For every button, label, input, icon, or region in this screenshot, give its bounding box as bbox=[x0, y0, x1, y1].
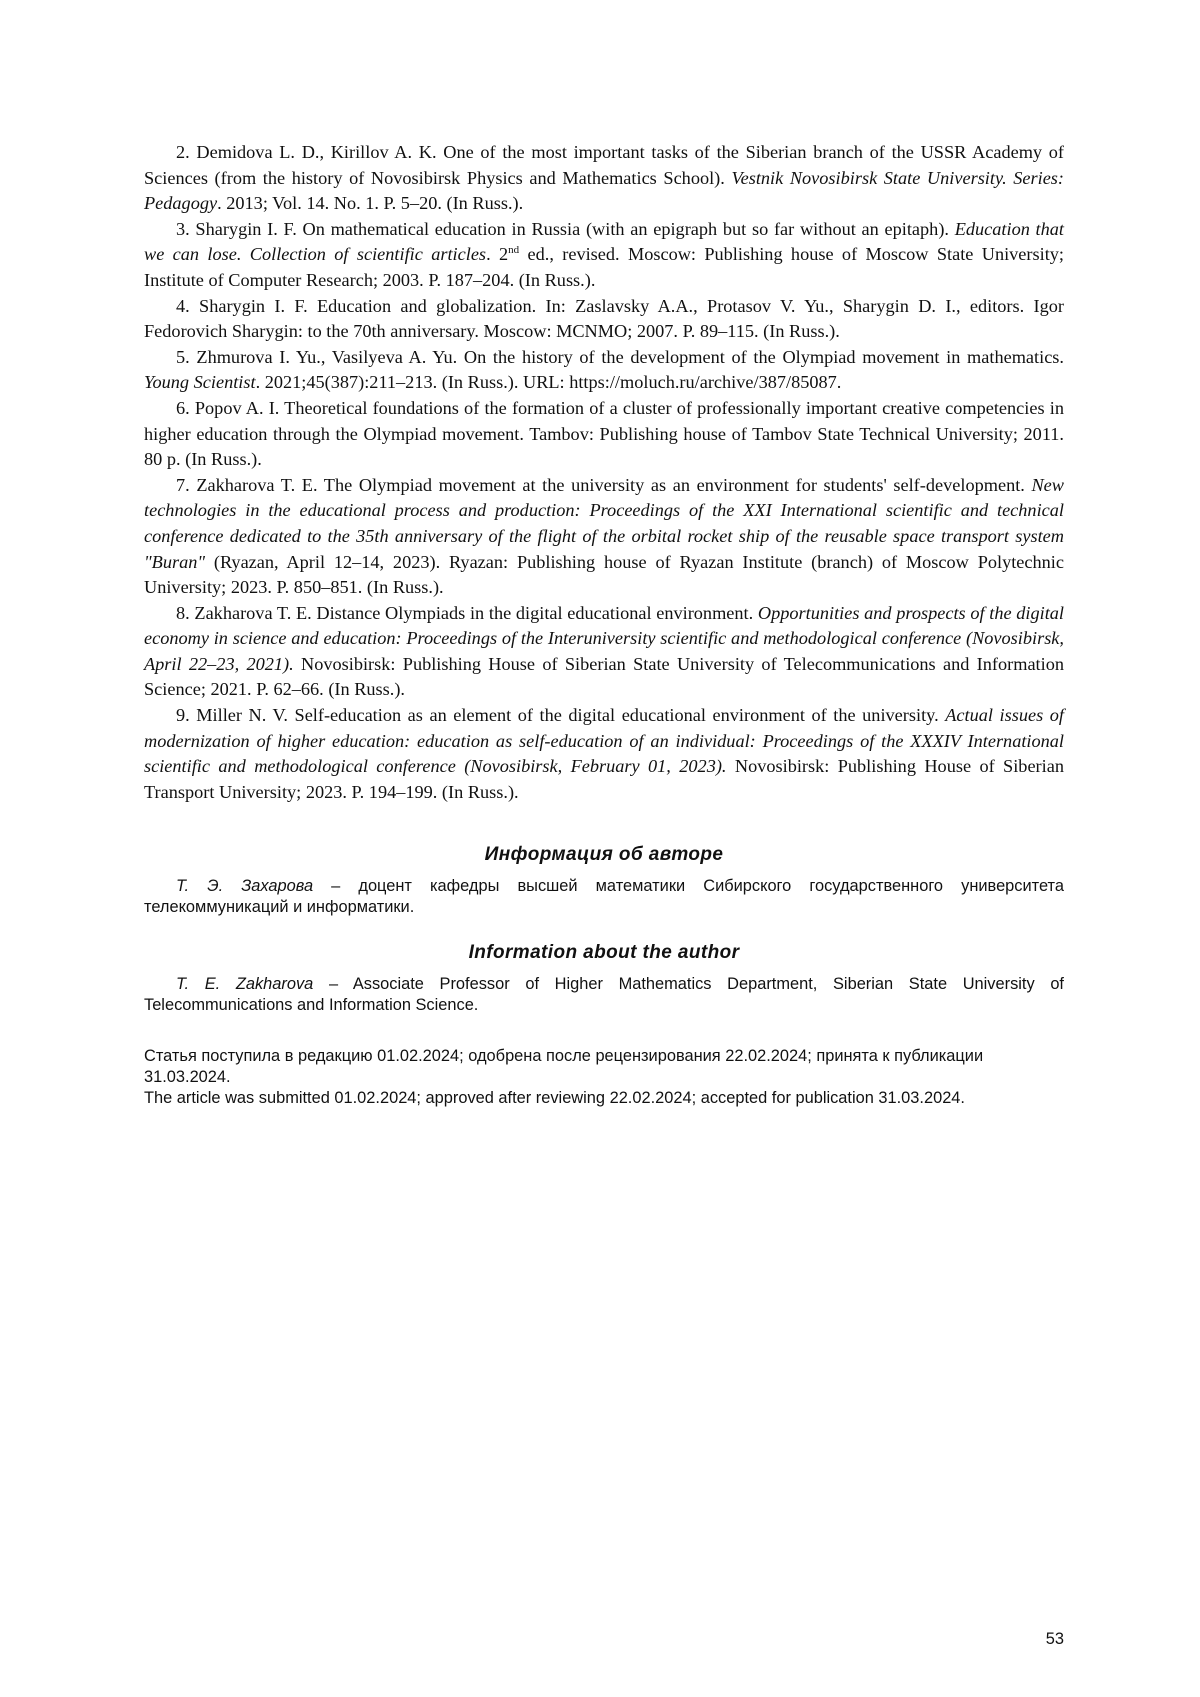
author-info-heading-ru: Информация об авторе bbox=[484, 844, 724, 866]
reference-item: 4. Sharygin I. F. Education and globalization. In: Zaslavsky A.A., Protasov V. Yu., Sharygin D. I., editors. Igor Fedorovich Sharygin: to the 70th anniversary. Moscow: MCNMO; 2007. P. 89–115. (In Russ.). bbox=[144, 295, 1064, 342]
reference-item: 9. Miller N. V. Self-education as an element of the digital educational environment of the university. Actual issues of modernization of higher education: education as self-education of an individual: Proceedings of the XXXIV International scientific and methodological conference (Novosibirsk, February 01, 2023). Novosibirsk: Publishing House of Siberian Transport University; 2023. P. 194–199. (In Russ.). bbox=[144, 705, 1064, 802]
author-info-heading-en: Information about the author bbox=[468, 942, 740, 964]
reference-item: 7. Zakharova T. E. The Olympiad movement at the university as an environment for students' self-development. New technologies in the educational process and production: Proceedings of the XXI International scientific and technical conference dedicated to the 35th anniversary of the flight of the orbital rocket ship of the reusable space transport system "Buran" (Ryazan, April 12–14, 2023). Ryazan: Publishing house of Ryazan Institute (branch) of Moscow Polytechnic University; 2023. P. 850–851. (In Russ.). bbox=[144, 474, 1064, 598]
article-dates-ru: Статья поступила в редакцию 01.02.2024; одобрена после рецензирования 22.02.2024; принята к публикации 31.03.2024. bbox=[144, 1047, 984, 1087]
article-dates-en: The article was submitted 01.02.2024; approved after reviewing 22.02.2024; accepted for publication 31.03.2024. bbox=[144, 1089, 965, 1108]
article-dates bbox=[144, 1046, 1064, 1109]
references-list bbox=[144, 140, 1064, 805]
author-info-en: T. E. Zakharova – Associate Professor of Higher Mathematics Department, Siberian State University of Telecommunications and Information Science. bbox=[144, 975, 1064, 1015]
reference-item: 5. Zhmurova I. Yu., Vasilyeva A. Yu. On the history of the development of the Olympiad movement in mathematics. Young Scientist. 2021;45(387):211–213. (In Russ.). URL: https://moluch.ru/archive/387/85087. bbox=[144, 346, 1064, 393]
reference-item: 3. Sharygin I. F. On mathematical education in Russia (with an epigraph but so far without an epitaph). Education that we can lose. Collection of scientific articles. 2nd ed., revised. Moscow: Publishing house of Moscow State University; Institute of Computer Research; 2003. P. 187–204. (In Russ.). bbox=[144, 218, 1065, 290]
reference-item: 8. Zakharova T. E. Distance Olympiads in the digital educational environment. Opportunities and prospects of the digital economy in science and education: Proceedings of the Interuniversity scientific and methodological conference (Novosibirsk, April 22–23, 2021). Novosibirsk: Publishing House of Siberian State University of Telecommunications and Information Science; 2021. P. 62–66. (In Russ.). bbox=[144, 602, 1065, 700]
author-info-ru: Т. Э. Захарова – доцент кафедры высшей математики Сибирского государственного университета телекоммуникаций и информатики. bbox=[144, 877, 1064, 917]
page-content bbox=[144, 140, 1064, 1109]
reference-item: 6. Popov A. I. Theoretical foundations of the formation of a cluster of professionally important creative competencies in higher education through the Olympiad movement. Tambov: Publishing house of Tambov State Technical University; 2011. 80 p. (In Russ.). bbox=[144, 397, 1064, 470]
author-name-ru: Т. Э. Захарова bbox=[176, 877, 314, 896]
reference-item: 2. Demidova L. D., Kirillov A. K. One of the most important tasks of the Siberian branch of the USSR Academy of Sciences (from the history of Novosibirsk Physics and Mathematics School). Vestnik Novosibirsk State University. Series: Pedagogy. 2013; Vol. 14. No. 1. P. 5–20. (In Russ.). bbox=[144, 142, 1065, 214]
author-name-en: T. E. Zakharova bbox=[176, 975, 314, 994]
page-number: 53 bbox=[1045, 1630, 1064, 1648]
